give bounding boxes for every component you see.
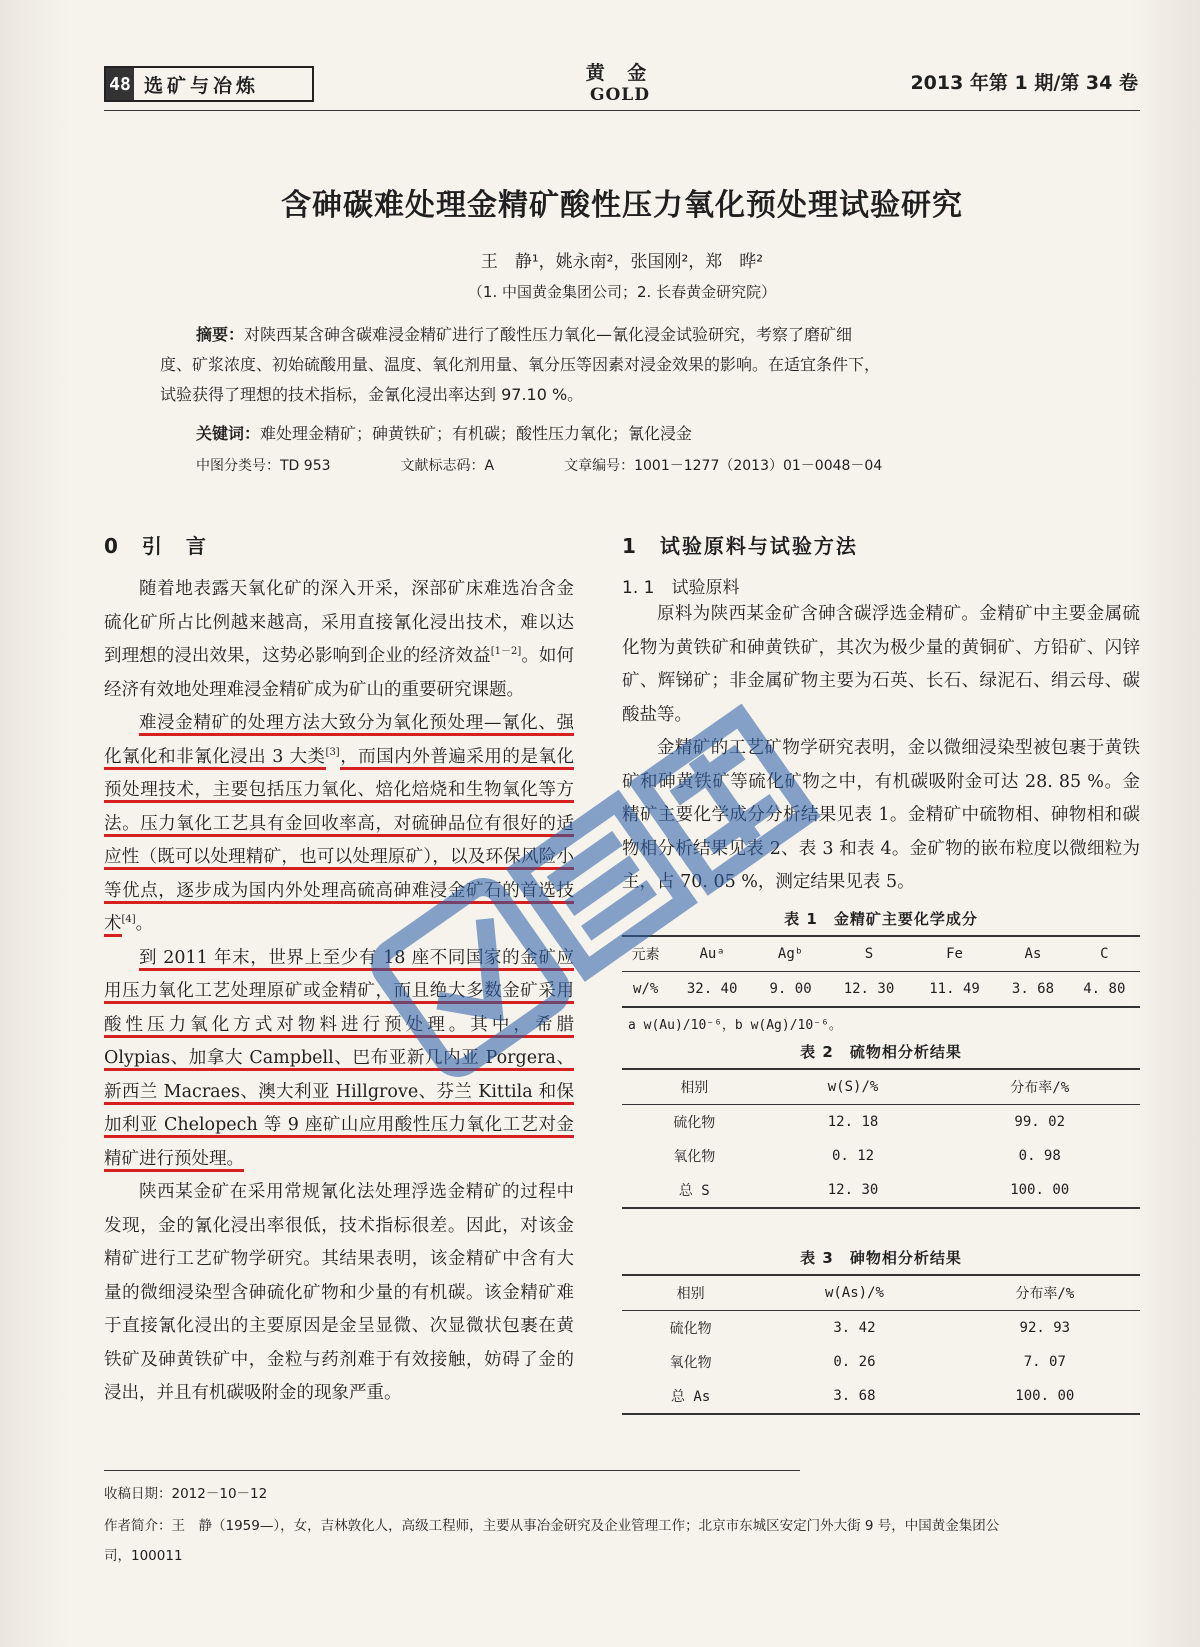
intro-paragraph-2 — [104, 707, 574, 942]
footnote-rule — [104, 1470, 800, 1471]
table-2-header-cell: 相别 — [680, 1079, 709, 1096]
page-number: 48 — [106, 68, 134, 100]
table-cell: 0. 98 — [1018, 1147, 1061, 1164]
table-3-header-cell: 分布率/% — [1015, 1285, 1075, 1302]
abstract — [160, 320, 1090, 410]
keywords — [196, 421, 1096, 444]
journal-name-cn: 黄 金 — [585, 62, 655, 84]
table-3 — [622, 1274, 1140, 1415]
table-cell: 12. 18 — [827, 1113, 879, 1130]
materials-paragraph-1: 原料为陕西某金矿含砷含碳浮选金精矿。金精矿中主要金属硫化物为黄铁矿和砷黄铁矿，其次为极少量的黄铜矿、方铅矿、闪锌矿、辉锑矿；非金属矿物主要为石英、长石、绿泥石、绢云母、碳酸盐等。 — [622, 604, 1140, 725]
citation-1-2: [1－2] — [490, 646, 522, 658]
table-2-header — [622, 1069, 1140, 1105]
left-column — [104, 530, 574, 1411]
table-cell: 3. 68 — [1011, 980, 1055, 997]
table-cell: 32. 40 — [686, 980, 738, 997]
table-cell: 氧化物 — [669, 1354, 712, 1371]
table-2 — [622, 1068, 1140, 1209]
table-cell: 3. 68 — [833, 1387, 876, 1404]
citation-3: [3] — [325, 746, 340, 758]
table-cell: 硫化物 — [669, 1320, 712, 1337]
intro-p3-text: 到 2011 年末，世界上至少有 18 座不同国家的金矿应用压力氧化工艺处理原矿或金精矿，而且绝大多数金矿采用酸性压力氧化方式对物料进行预处理。其中，希腊 Olypias、加拿大 Campbell、巴布亚新几内亚 Porgera、新西兰 Macraes、澳大利亚 Hillgrove、芬兰 Kittila 和保加利亚 Chelopech 等 9 座矿山应用酸性压力氧化工艺对金精矿进行预处理。 — [104, 948, 574, 1172]
clc-number: 中图分类号：TD 953 — [196, 458, 331, 474]
table-cell: 99. 02 — [1014, 1113, 1065, 1130]
document-code: 文献标志码：A — [400, 458, 495, 474]
table-cell: 9. 00 — [769, 980, 812, 997]
section-tag — [104, 66, 314, 102]
table-3-header-cell: w(As)/% — [824, 1284, 884, 1301]
table-cell: 总 As — [670, 1388, 711, 1405]
table-row — [622, 971, 1140, 1007]
section-heading-intro: 0 引 言 — [104, 534, 208, 558]
intro-p1-tail: 。如何经济有效地处理难浸金精矿成为矿山的重要研究课题。 — [104, 646, 575, 700]
materials-paragraph-2: 金精矿的工艺矿物学研究表明，金以微细浸染型被包裹于黄铁矿和砷黄铁矿等硫化矿物之中，有机碳吸附金可达 28. 85 %。金精矿主要化学成分分析结果见表 1。金精矿中硫物相、砷物相和碳物相分析结果见表 2、表 3 和表 4。金矿物的嵌布粒度以微细粒为主，占 70. 05 %，测定结果见表 5。 — [622, 738, 1140, 892]
table-1-caption: 表 1 金精矿主要化学成分 — [784, 909, 978, 928]
table-cell: 0. 12 — [831, 1147, 875, 1164]
table-row — [622, 1104, 1140, 1139]
intro-paragraph-4: 陕西某金矿在采用常规氰化法处理浮选金精矿的过程中发现，金的氰化浸出率很低，技术指标很差。因此，对该金精矿进行工艺矿物学研究。其结果表明，该金精矿中含有大量的微细浸染型含砷硫化矿物和少量的有机碳。该金精矿难于直接氰化浸出的主要原因是金呈显微、次显微状包裹在黄铁矿及砷黄铁矿中，金粒与药剂难于有效接触，妨碍了金的浸出，并且有机碳吸附金的现象严重。 — [104, 1182, 574, 1403]
section-heading-materials: 1 试验原料与试验方法 — [622, 534, 858, 558]
intro-p2-text-c: 。 — [135, 914, 154, 934]
section-name: 选矿与冶炼 — [144, 74, 260, 97]
article-number: 文章编号：1001－1277（2013）01－0048－04 — [564, 458, 883, 474]
header-rule — [104, 110, 1140, 111]
table-1-header-cell: S — [864, 945, 874, 962]
table-1-header-cell: Fe — [946, 945, 963, 962]
table-1-header-cell: 元素 — [631, 946, 660, 963]
table-cell: 92. 93 — [1019, 1319, 1071, 1336]
abstract-line-1: 对陕西某含砷含碳难浸金精矿进行了酸性压力氧化—氰化浸金试验研究，考察了磨矿细 — [244, 325, 853, 344]
table-2-header-cell: 分布率/% — [1010, 1079, 1070, 1096]
table-cell: 7. 07 — [1023, 1353, 1066, 1370]
table-cell: 硫化物 — [673, 1114, 716, 1131]
table-cell: 3. 42 — [833, 1319, 876, 1336]
table-3-caption: 表 3 砷物相分析结果 — [800, 1248, 962, 1267]
table-cell: 氧化物 — [673, 1148, 716, 1165]
journal-name — [560, 58, 680, 105]
issue-info: 2013 年第 1 期/第 34 卷 — [910, 72, 1138, 94]
abstract-line-3: 试验获得了理想的技术指标，金氰化浸出率达到 97.10 %。 — [160, 385, 584, 404]
intro-p1-text: 随着地表露天氧化矿的深入开采，深部矿床难选冶含金硫化矿所占比例越来越高，采用直接氰化浸出技术，难以达到理想的浸出效果，这势必影响到企业的经济效益 — [104, 579, 574, 666]
intro-paragraph-3 — [104, 942, 574, 1177]
intro-p2-text-b: ，而国内外普遍采用的是氧化预处理技术，主要包括压力氧化、焙化焙烧和生物氧化等方法。压力氧化工艺具有金回收率高，对硫砷品位有很好的适应性（既可以处理精矿，也可以处理原矿），以及环保风险小等优点，逐步成为国内外处理高硫高砷难浸金矿石的首选技术 — [104, 747, 574, 938]
table-3-header — [622, 1275, 1140, 1311]
author-bio-line-1: 作者简介：王 静（1959—），女，吉林敦化人，高级工程师，主要从事冶金研究及企业管理工作；北京市东城区安定门外大街 9 号，中国黄金集团公 — [104, 1518, 1000, 1534]
table-cell: 12. 30 — [843, 980, 895, 997]
keywords-text: 难处理金精矿；砷黄铁矿；有机碳；酸性压力氧化；氰化浸金 — [260, 424, 693, 443]
subsection-heading-materials: 1. 1 试验原料 — [622, 578, 740, 598]
table-1-note: a w(Au)/10⁻⁶，b w(Ag)/10⁻⁶。 — [628, 1017, 842, 1033]
abstract-label: 摘要： — [196, 325, 245, 344]
table-1-header-cell: Auᵃ — [699, 945, 725, 962]
table-2-header-cell: w(S)/% — [827, 1078, 879, 1095]
intro-p2-text-a: 难浸金精矿的处理方法大致分为氧化预处理—氰化、强化氰化和非氰化浸出 3 大类 — [104, 713, 574, 770]
table-cell: 11. 49 — [929, 980, 980, 997]
table-2-caption: 表 2 硫物相分析结果 — [800, 1042, 962, 1061]
table-cell: 12. 30 — [827, 1181, 879, 1198]
received-date: 收稿日期：2012－10－12 — [104, 1486, 268, 1502]
table-row — [622, 1139, 1140, 1173]
table-cell: w/% — [633, 980, 659, 997]
table-cell: 100. 00 — [1010, 1181, 1070, 1198]
table-row — [622, 1379, 1140, 1414]
keywords-label: 关键词： — [196, 424, 261, 443]
author-list: 王 静¹，姚永南²，张国刚²，郑 晔² — [480, 252, 764, 272]
table-cell: 100. 00 — [1015, 1387, 1075, 1404]
table-1 — [622, 935, 1140, 1008]
intro-paragraph-1 — [104, 573, 574, 707]
abstract-line-2: 度、矿浆浓度、初始硫酸用量、温度、氧化剂用量、氧分压等因素对浸金效果的影响。在适宜条件下， — [160, 355, 881, 374]
table-1-header-cell: Agᵇ — [777, 945, 804, 962]
table-row — [622, 1310, 1140, 1345]
table-cell: 总 S — [678, 1182, 710, 1199]
table-1-header-cell: C — [1100, 945, 1109, 962]
table-cell: 0. 26 — [833, 1353, 876, 1370]
table-cell: 4. 80 — [1083, 980, 1126, 997]
table-1-header-cell: As — [1024, 945, 1042, 962]
author-bio-line-2: 司，100011 — [104, 1548, 183, 1564]
journal-name-en: GOLD — [589, 85, 651, 105]
table-row — [622, 1173, 1140, 1208]
table-3-header-cell: 相别 — [676, 1285, 705, 1302]
paper-title: 含砷碳难处理金精矿酸性压力氧化预处理试验研究 — [281, 188, 963, 223]
classification-meta — [196, 455, 1096, 475]
right-column — [622, 530, 1140, 1415]
table-row — [622, 1345, 1140, 1379]
affiliations: （1. 中国黄金集团公司；2. 长春黄金研究院） — [467, 283, 777, 301]
citation-4: [4] — [121, 914, 136, 926]
table-1-header — [622, 936, 1140, 972]
